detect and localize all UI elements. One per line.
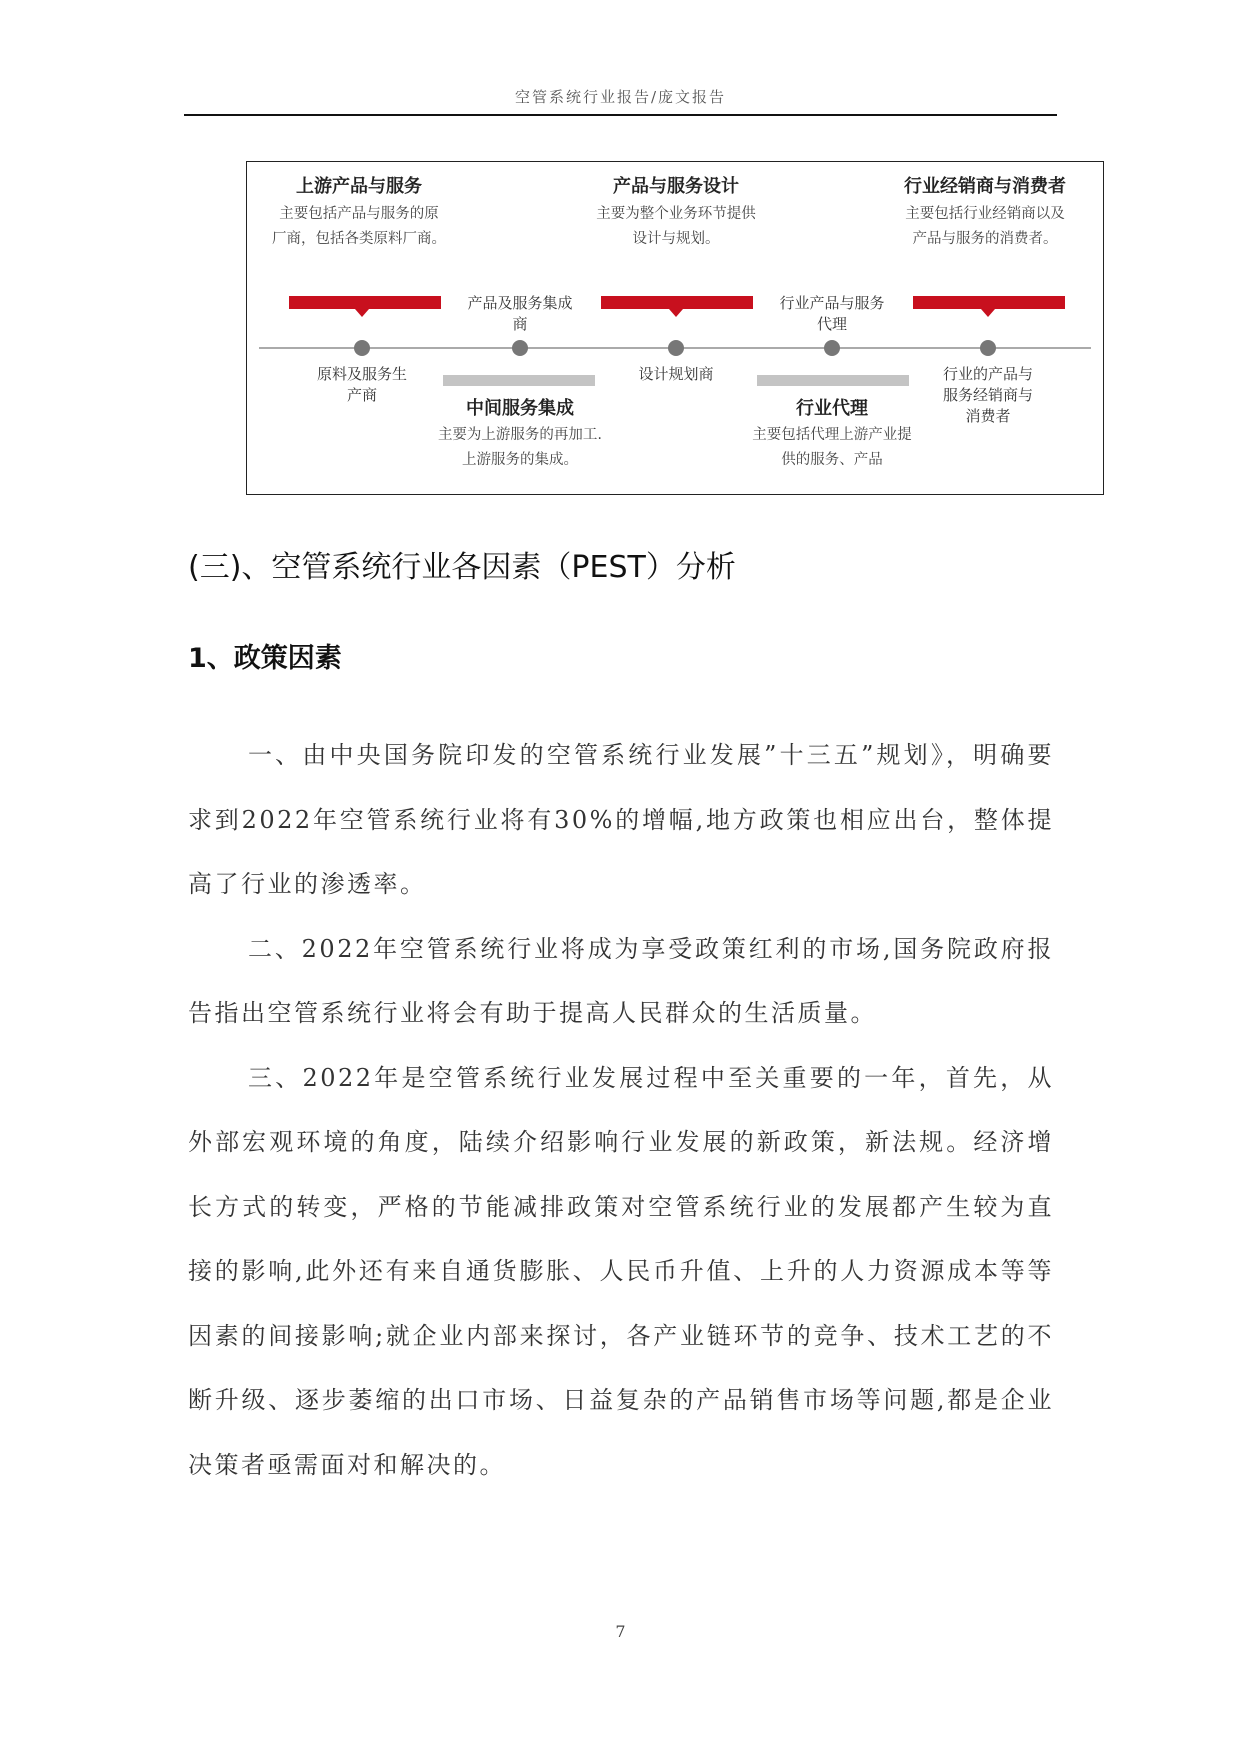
node-dot-1 [354,340,370,356]
subsection-heading: 1、政策因素 [188,643,342,674]
node-dot-3 [668,340,684,356]
design-desc [556,202,796,252]
raw-material-label-line-2: 产商 [346,386,377,404]
integrator-label-line-2: 商 [512,315,528,333]
red-bar-1 [289,296,441,309]
red-bar-3 [913,296,1065,309]
red-bar-2 [601,296,753,309]
page-header: 空管系统行业报告/庞文报告 [514,88,727,106]
paragraph: 二、2022年空管系统行业将成为享受政策红利的市场,国务院政府报告指出空管系统行业将会有助于提高人民群众的生活质量。 [188,934,1054,1027]
agency-desc-line-1: 主要包括代理上游产业提 [752,427,912,443]
distributor-desc-line-1: 主要包括行业经销商以及 [905,206,1065,222]
upstream-desc [246,202,479,252]
agent-label-line-2: 代理 [816,315,847,333]
body-content [188,723,1054,1497]
midstream-desc-line-1: 主要为上游服务的再加工. [437,427,603,443]
red-bar-2-pointer [669,309,683,317]
agent-label [762,293,902,335]
upstream-desc-line-2: 厂商，包括各类原料厂商。 [272,231,446,247]
integrator-label-line-1: 产品及服务集成 [467,294,573,312]
design-title: 产品与服务设计 [613,176,739,197]
distributor-desc-line-2: 产品与服务的消费者。 [912,231,1058,247]
agent-label-line-1: 行业产品与服务 [779,294,885,312]
agency-title: 行业代理 [796,398,868,419]
distributor-consumer-label-line-2: 服务经销商与 [942,386,1033,404]
design-planner-label [606,364,746,385]
upstream-desc-line-1: 主要包括产品与服务的原 [279,206,439,222]
midstream-desc [400,423,640,473]
distributor-title: 行业经销商与消费者 [904,176,1066,197]
agency-desc-line-2: 供的服务、产品 [781,452,883,468]
red-bar-3-pointer [981,309,995,317]
integrator-label [450,293,590,335]
node-dot-4 [824,340,840,356]
design-desc-line-2: 设计与规划。 [632,231,720,247]
node-dot-2 [512,340,528,356]
midstream-desc-line-2: 上游服务的集成。 [462,452,578,468]
distributor-consumer-label-line-1: 行业的产品与 [942,365,1033,383]
industry-chain-figure [246,161,1104,495]
section-heading: (三)、空管系统行业各因素（PEST）分析 [188,550,736,585]
raw-material-label-line-1: 原料及服务生 [316,365,407,383]
design-planner-label-line-1: 设计规划商 [638,365,714,383]
upstream-title: 上游产品与服务 [296,176,422,197]
distributor-consumer-label-line-3: 消费者 [965,407,1011,425]
header-divider [184,114,1057,116]
design-desc-line-1: 主要为整个业务环节提供 [596,206,756,222]
distributor-desc [865,202,1104,252]
paragraph: 三、2022年是空管系统行业发展过程中至关重要的一年，首先，从外部宏观环境的角度，陆续介绍影响行业发展的新政策，新法规。经济增长方式的转变，严格的节能减排政策对空管系统行业的发展都产生较为直接的影响,此外还有来自通货膨胀、人民币升值、上升的人力资源成本等等因素的间接影响;就企业内部来探讨，各产业链环节的竞争、技术工艺的不断升级、逐步萎缩的出口市场、日益复杂的产品销售市场等问题,都是企业决策者亟需面对和解决的。 [188,1063,1054,1479]
paragraph: 一、由中央国务院印发的空管系统行业发展”十三五”规划》，明确要求到2022年空管系统行业将有30%的增幅,地方政策也相应出台，整体提高了行业的渗透率。 [188,741,1054,898]
agency-desc [712,423,952,473]
gray-bar-1 [443,375,595,386]
gray-bar-2 [757,375,909,386]
page-number: 7 [615,1622,626,1641]
node-dot-5 [980,340,996,356]
midstream-title: 中间服务集成 [466,398,574,419]
red-bar-1-pointer [355,309,369,317]
